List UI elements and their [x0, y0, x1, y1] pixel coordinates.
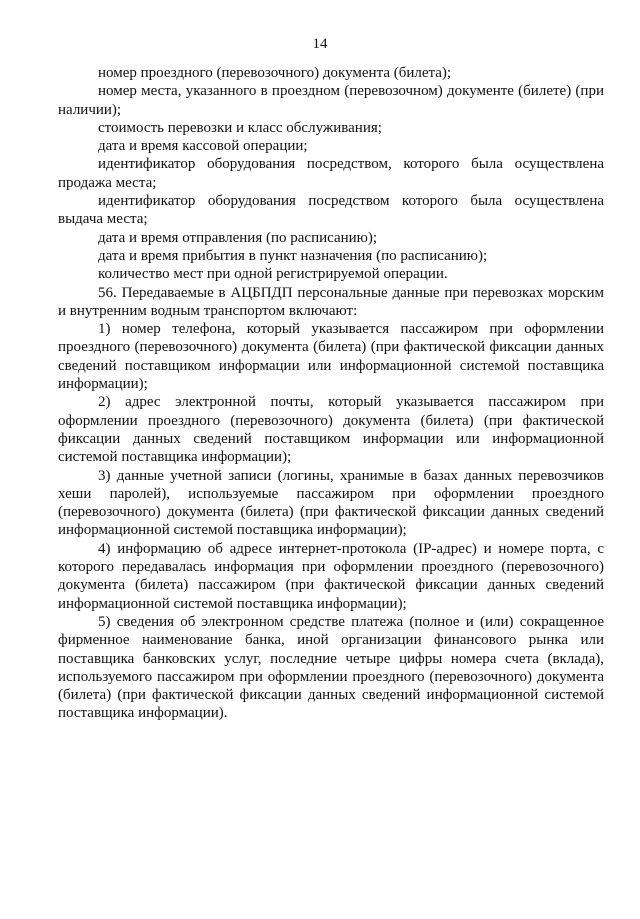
- clause-56-item-4-ip-address: 4) информацию об адресе интернет-протокола (IP-адрес) и номере порта, с которого передавалась информация при оформлении проездного (перевозочного) документа (билета) пассажиром (при фактической фиксации данных сведений информационной системой поставщика информации);: [58, 540, 604, 612]
- list-item-issue-equipment-id: идентификатор оборудования посредством которого была осуществлена выдача места;: [58, 193, 604, 228]
- clause-56-heading: 56. Передаваемые в АЦБПДП персональные данные при перевозках морским и внутренним водным транспортом включают:: [58, 284, 604, 319]
- list-item-departure-datetime: дата и время отправления (по расписанию);: [98, 229, 378, 246]
- clause-56-item-2-email: 2) адрес электронной почты, который указывается пассажиром при оформлении проездного (перевозочного) документа (билета) (при фактической фиксации данных сведений поставщиком информации или информационной системой поставщика информации);: [58, 394, 604, 466]
- clause-56-item-5-payment: 5) сведения об электронном средстве платежа (полное и (или) сокращенное фирменное наименование банка, иной организации финансового рынка или поставщика банковских услуг, последние четыре цифры номера счета (вклада), используемого пассажиром при оформлении проездного (перевозочного) документа (билета) (при фактической фиксации данных сведений информационной системой поставщика информации).: [58, 613, 604, 722]
- list-item-cash-operation-datetime: дата и время кассовой операции;: [98, 138, 308, 155]
- clause-56-item-3-account: 3) данные учетной записи (логины, хранимые в базах данных перевозчиков хеши паролей), используемые пассажиром при оформлении проездного (перевозочного) документа (билета) (при фактической фиксации данных сведений информационной системой поставщика информации);: [58, 467, 604, 539]
- list-item-arrival-datetime: дата и время прибытия в пункт назначения (по расписанию);: [98, 247, 488, 264]
- list-item-sale-equipment-id: идентификатор оборудования посредством, которого была осуществлена продажа места;: [58, 156, 604, 191]
- list-item-seat-count: количество мест при одной регистрируемой операции.: [98, 266, 448, 283]
- list-item-cost-and-class: стоимость перевозки и класс обслуживания;: [98, 119, 382, 136]
- page-number: 14: [312, 36, 328, 52]
- clause-56-item-1-phone: 1) номер телефона, который указывается пассажиром при оформлении проездного (перевозочного) документа (билета) (при фактической фиксации данных сведений поставщиком информации или информационной системой поставщика информации);: [58, 321, 604, 393]
- list-item-seat-number: номер места, указанного в проездном (перевозочном) документе (билете) (при наличии);: [58, 83, 604, 118]
- list-item-ticket-number: номер проездного (перевозочного) документа (билета);: [98, 65, 452, 81]
- document-body: [58, 64, 604, 723]
